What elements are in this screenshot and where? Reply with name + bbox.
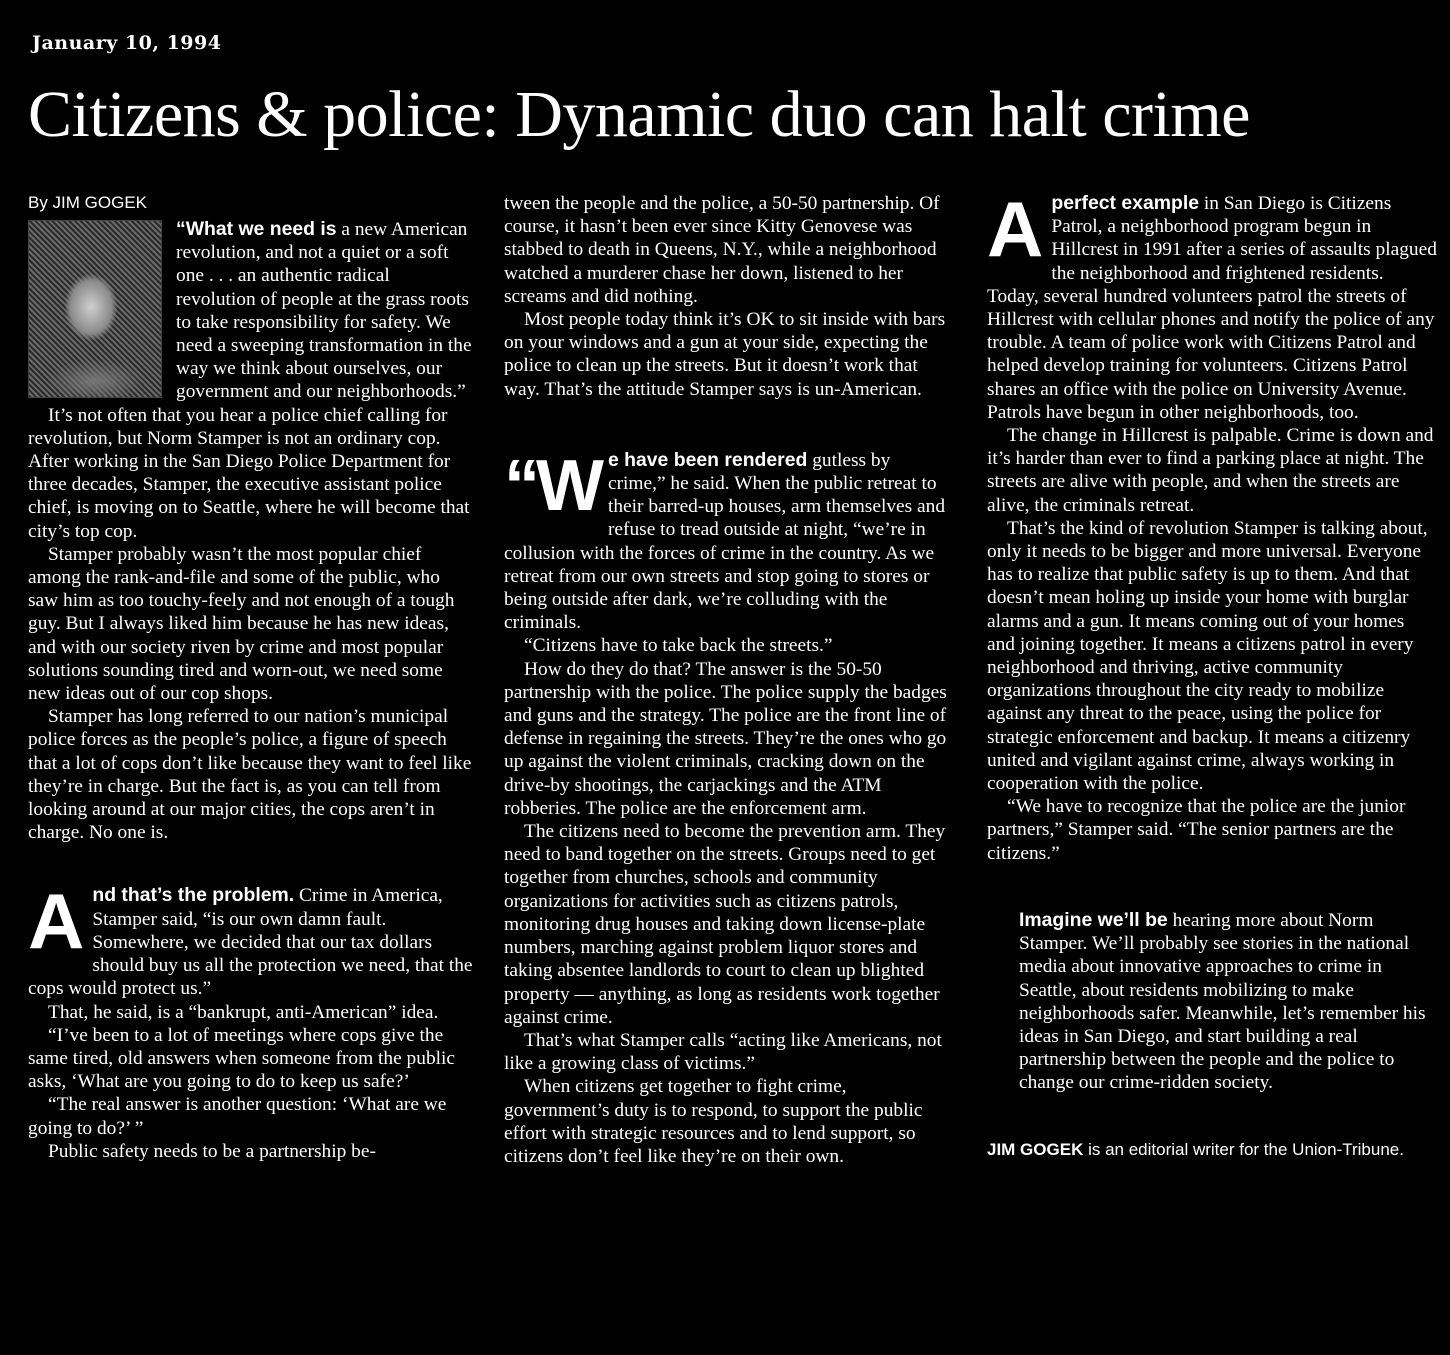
paragraph: That’s what Stamper calls “acting like Americans, not like a growing class of victims.” [504, 1029, 942, 1075]
author-signoff [987, 1139, 1437, 1161]
publication-date: January 10, 1994 [32, 32, 222, 54]
section-runin: e have been rendered [607, 448, 808, 471]
lead-text: a new American revolution, and not a quiet or a soft one . . . an authentic radical revolution of people at the grass roots to take responsibility for safety. We need a sweeping transformation in the way we think about ourselves, our government and our neighborhoods.” [176, 219, 472, 403]
section-paragraph [987, 185, 1437, 424]
section-text: in San Diego is Citizens Patrol, a neighborhood program begun in Hillcrest in 1991 after a series of assaults plagued the neighborhood and frightened residents. Today, several hundred volunteers patrol the streets of Hillcrest with cellular phones and notify the police of any trouble. A team of police work with Citizens Patrol and helped develop training for volunteers. Citizens Patrol shares an office with the police on University Avenue. Patrols have begun in other neighborhoods, too. [987, 193, 1437, 423]
drop-cap: “W [504, 445, 600, 526]
paragraph: That, he said, is a “bankrupt, anti-American” idea. [48, 1001, 439, 1023]
section-text: hearing more about Norm Stamper. We’ll probably see stories in the national media about innovative approaches to crime in Seattle, about residents mobilizing to make neighborhoods safer. Meanwhile, let’s remember his ideas in San Diego, and start building a real partnership between the people and the police to change our crime-ridden society. [1019, 909, 1426, 1094]
paragraph: “I’ve been to a lot of meetings where cops give the same tired, old answers when someone from the public asks, ‘What are you going to do to keep us safe?’ [28, 1024, 456, 1093]
paragraph: Most people today think it’s OK to sit inside with bars on your windows and a gun at your side, expecting the police to clean up the streets. But it doesn’t work that way. That’s the attitude Stamper says is un-American. [504, 309, 946, 400]
lead-runin: “What we need is [176, 218, 337, 240]
column-2 [504, 192, 950, 1168]
section-text: gutless by crime,” he said. When the public retreat to their barred-up houses, arm themselves and refuse to tread outside at night, “we’re in collusion with the forces of crime in the country. As we retreat from our own streets and stop going to stores or being outside after dark, we’re colluding with the criminals. [504, 449, 946, 634]
paragraph: Public safety needs to be a partnership be- [48, 1140, 376, 1162]
headline: Citizens & police: Dynamic duo can halt crime [28, 78, 1250, 151]
paragraph: That’s the kind of revolution Stamper is talking about, only it needs to be bigger and more universal. Everyone has to realize that public safety is up to them. And that doesn’t mean holing up inside your home with burglar alarms and a gun. It means coming out of your homes and joining together. It means a citizens patrol in every neighborhood and thriving, active community organizations throughout the city ready to mobilize against any threat to the peace, using the police for strategic enforcement and backup. It means a citizenry united and vigilant against crime, always working in cooperation with the police. [987, 517, 1428, 795]
paragraph: The citizens need to become the prevention arm. They need to band together on the streets. Groups need to get together from churches, schools and community organizations for activities such as citizens patrols, monitoring drug houses and taking down license-plate numbers, marching against problem liquor stores and taking absentee landlords to court to clean up blighted property — anything, as long as residents work together against crime. [504, 821, 946, 1028]
paragraph: The change in Hillcrest is palpable. Crime is down and it’s harder than ever to find a parking place at night. The streets are alive with people, and when the streets are alive, the criminals retreat. [987, 425, 1434, 516]
paragraph: Stamper has long referred to our nation’s municipal police forces as the people’s police, a figure of speech that a lot of cops don’t like because they want to feel like they’re in charge. But the fact is, as you can tell from looking around at our major cities, the cops aren’t in charge. No one is. [28, 706, 472, 844]
author-photo [28, 220, 162, 398]
section-runin: nd that’s the problem. [92, 884, 295, 907]
paragraph: “Citizens have to take back the streets.” [524, 635, 833, 657]
paragraph: tween the people and the police, a 50-50 partnership. Of course, it hasn’t been ever since Kitty Genovese was stabbed to death in Queens, N.Y., while a neighborhood watched a murderer chase her down, listened to her screams and did nothing. [504, 193, 940, 307]
column-3 [987, 185, 1437, 1161]
column-1 [28, 192, 474, 1163]
drop-cap: A [987, 185, 1044, 273]
signoff-text: is an editorial writer for the Union-Tribune. [1083, 1139, 1404, 1159]
section-text: Crime in America, Stamper said, “is our own damn fault. Somewhere, we decided that our tax dollars should buy us all the protection we need, that the cops would protect us.” [28, 885, 473, 1000]
section-runin: perfect example [1051, 192, 1199, 214]
paragraph: “The real answer is another question: ‘What are we going to do?’ ” [28, 1094, 447, 1139]
paragraph: How do they do that? The answer is the 50-50 partnership with the police. The police supply the badges and guns and the strategy. The police are the front line of defense in regaining the streets. They’re the ones who go up against the violent criminals, cracking down on the drive-by shootings, the carjackings and the ATM robberies. The police are the enforcement arm. [504, 658, 947, 819]
drop-cap: A [28, 877, 85, 966]
section-paragraph [28, 877, 474, 1000]
paragraph: It’s not often that you hear a police chief calling for revolution, but Norm Stamper is not an ordinary cop. After working in the San Diego Police Department for three decades, Stamper, the executive assistant police chief, is moving on to Seattle, where he will become that city’s top cop. [28, 404, 470, 542]
section-paragraph [504, 445, 950, 635]
paragraph: “We have to recognize that the police are the junior partners,” Stamper said. “The senior partners are the citizens.” [987, 796, 1406, 864]
section-runin: Imagine we’ll be [1019, 908, 1168, 931]
paragraph: When citizens get together to fight crime, government’s duty is to respond, to support the public effort with strategic resources and to lend support, so citizens don’t feel like they’re on their own. [504, 1076, 923, 1167]
byline: By JIM GOGEK [28, 193, 148, 212]
paragraph: Stamper probably wasn’t the most popular chief among the rank-and-file and some of the public, who saw him as too touchy-feely and not enough of a tough guy. But I always liked him because he has new ideas, and with our society riven by crime and most popular solutions sounding tired and worn-out, we need some new ideas out of our cop shops. [28, 543, 455, 705]
section-paragraph [987, 909, 1437, 1095]
signoff-name: JIM GOGEK [987, 1139, 1084, 1159]
